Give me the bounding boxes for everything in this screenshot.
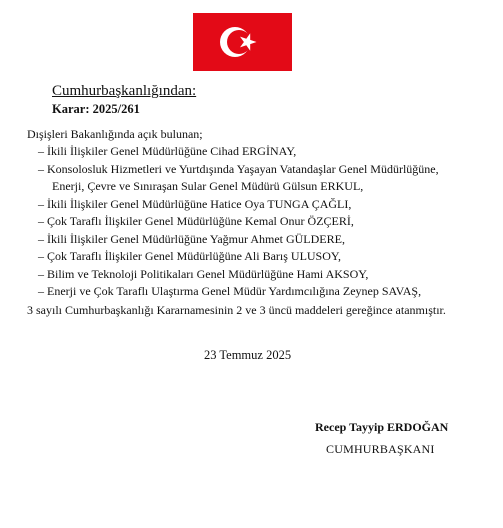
list-item: – İkili İlişkiler Genel Müdürlüğüne Hatice Oya TUNGA ÇAĞLI,	[38, 197, 352, 211]
signer-title: CUMHURBAŞKANI	[326, 442, 435, 456]
list-item: – Konsolosluk Hizmetleri ve Yurtdışında Yaşayan Vatandaşlar Genel Müdürlüğüne,	[38, 162, 439, 176]
intro-text: Dışişleri Bakanlığında açık bulunan;	[27, 127, 203, 141]
list-item-continuation: Enerji, Çevre ve Sınıraşan Sular Genel Müdürü Gülsun ERKUL,	[52, 179, 364, 193]
list-item: – Enerji ve Çok Taraflı Ulaştırma Genel Müdür Yardımcılığına Zeynep SAVAŞ,	[38, 284, 422, 298]
list-item: – Çok Taraflı İlişkiler Genel Müdürlüğüne Kemal Onur ÖZÇERİ,	[38, 214, 354, 228]
closing-text: 3 sayılı Cumhurbaşkanlığı Kararnamesinin 2 ve 3 üncü maddeleri gereğince atanmıştır.	[27, 303, 446, 317]
document-date: 23 Temmuz 2025	[204, 348, 292, 362]
document-heading: Cumhurbaşkanlığından:	[52, 83, 197, 99]
list-item: – İkili İlişkiler Genel Müdürlüğüne Cihad ERGİNAY,	[38, 144, 297, 158]
signer-name: Recep Tayyip ERDOĞAN	[315, 420, 449, 434]
list-item: – Çok Taraflı İlişkiler Genel Müdürlüğüne Ali Barış ULUSOY,	[38, 249, 342, 263]
turkish-flag-icon	[193, 13, 292, 71]
decree-number: Karar: 2025/261	[52, 102, 140, 116]
list-item: – Bilim ve Teknoloji Politikaları Genel Müdürlüğüne Hami AKSOY,	[38, 267, 369, 281]
list-item: – İkili İlişkiler Genel Müdürlüğüne Yağmur Ahmet GÜLDERE,	[38, 232, 345, 246]
